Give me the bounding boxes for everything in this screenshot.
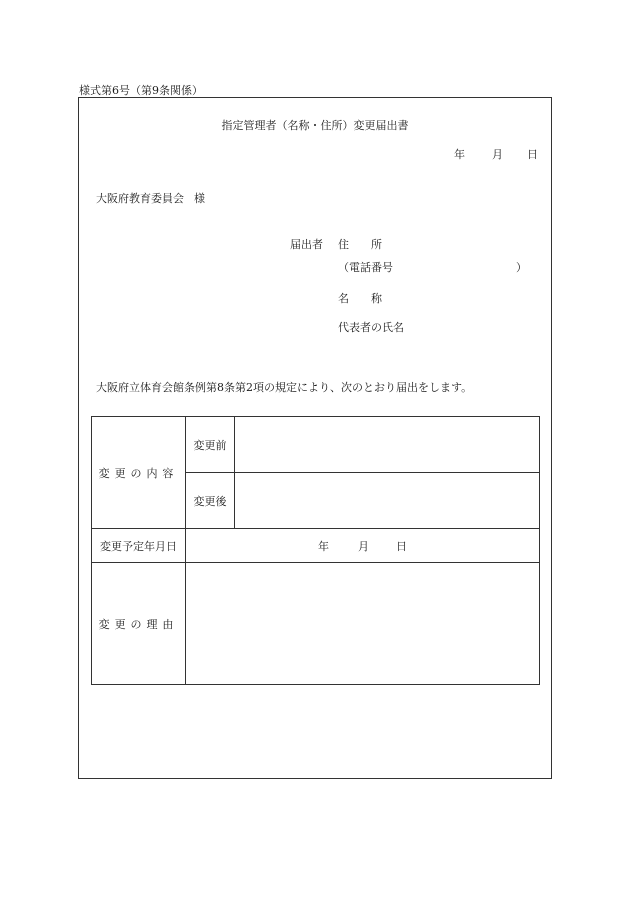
phone-label: （電話番号 <box>338 261 393 274</box>
before-label: 変更前 <box>193 438 227 452</box>
address-label: 住 所 <box>338 238 382 251</box>
reason-label: 変更の理由 <box>98 617 179 631</box>
submission-date <box>454 146 538 162</box>
change-content-label: 変更の内容 <box>98 466 179 480</box>
scheduled-date-field[interactable] <box>186 529 540 563</box>
reason-value-field[interactable] <box>186 563 540 685</box>
form-number: 様式第6号（第9条関係） <box>79 84 203 97</box>
declaration-text: 大阪府立体育会館条例第8条第2項の規定により、次のとおり届出をします。 <box>96 381 473 394</box>
table-row <box>92 529 540 563</box>
after-label-cell <box>186 473 235 529</box>
after-value-field[interactable] <box>235 473 540 529</box>
date-month-label: 月 <box>492 148 503 161</box>
table-row <box>92 563 540 685</box>
table-row <box>92 417 540 473</box>
reason-label-cell <box>92 563 186 685</box>
scheduled-date-label: 変更予定年月日 <box>100 539 177 553</box>
change-content-label-cell <box>92 417 186 529</box>
before-value-field[interactable] <box>235 417 540 473</box>
before-label-cell <box>186 417 235 473</box>
applicant-label: 届出者 <box>290 238 323 251</box>
after-label: 変更後 <box>193 494 227 508</box>
scheduled-day-label: 日 <box>396 539 407 553</box>
document-title: 指定管理者（名称・住所）変更届出書 <box>221 119 409 132</box>
date-year-label: 年 <box>454 148 465 161</box>
name-label: 名 称 <box>338 292 382 305</box>
change-details-table <box>91 416 540 685</box>
representative-label: 代表者の氏名 <box>338 321 404 334</box>
scheduled-month-label: 月 <box>358 539 369 553</box>
scheduled-date-label-cell <box>92 529 186 563</box>
addressee <box>96 190 205 206</box>
scheduled-year-label: 年 <box>318 539 329 553</box>
addressee-name: 大阪府教育委員会 <box>96 192 184 205</box>
addressee-honorific: 様 <box>194 192 205 205</box>
phone-close-paren: ） <box>516 261 527 274</box>
date-day-label: 日 <box>527 148 538 161</box>
